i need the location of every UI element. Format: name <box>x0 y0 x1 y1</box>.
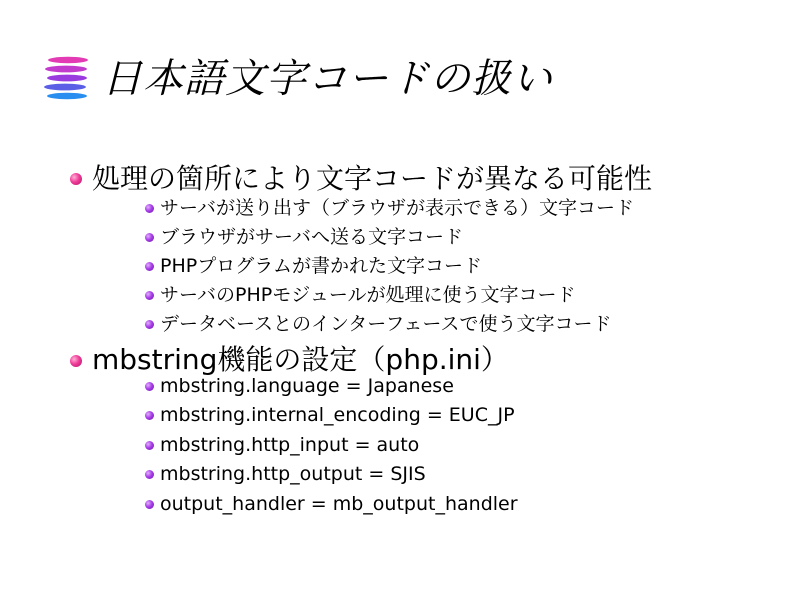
list-item: output_handler = mb_output_handler <box>160 493 518 515</box>
bullet-icon <box>145 441 154 450</box>
list-item: サーバが送り出す（ブラウザが表示できる）文字コード <box>160 197 635 219</box>
list-item: mbstring.http_output = SJIS <box>160 463 426 485</box>
bullet-icon <box>145 382 154 391</box>
bullet-icon <box>145 262 154 271</box>
bullet-icon <box>145 204 154 213</box>
bullet-icon <box>70 355 82 367</box>
bullet-icon <box>145 411 154 420</box>
section-heading: 処理の箇所により文字コードが異なる可能性 <box>92 162 653 195</box>
section-heading: mbstring機能の設定（php.ini） <box>92 343 509 376</box>
list-item: mbstring.language = Japanese <box>160 375 454 397</box>
bullet-icon <box>145 500 154 509</box>
bullet-icon <box>70 173 82 185</box>
list-item: PHPプログラムが書かれた文字コード <box>160 255 483 277</box>
list-item: ブラウザがサーバへ送る文字コード <box>160 226 464 248</box>
bullet-icon <box>145 291 154 300</box>
bullet-icon <box>145 233 154 242</box>
list-item: サーバのPHPモジュールが処理に使う文字コード <box>160 284 576 306</box>
bullet-icon <box>145 320 154 329</box>
slide-title: 日本語文字コードの扱い <box>102 56 553 102</box>
bullet-icon <box>145 470 154 479</box>
list-item: データベースとのインターフェースで使う文字コード <box>160 313 612 335</box>
list-item: mbstring.internal_encoding = EUC_JP <box>160 404 515 426</box>
list-item: mbstring.http_input = auto <box>160 434 420 456</box>
striped-logo-icon <box>42 52 92 104</box>
